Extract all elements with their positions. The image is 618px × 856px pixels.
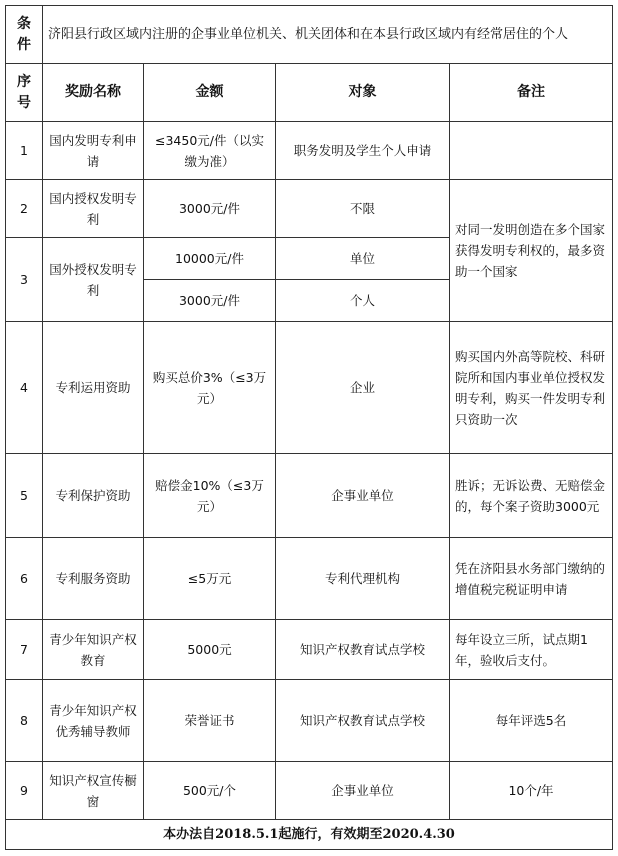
row-note: 胜诉；无诉讼费、无赔偿金的，每个案子资助3000元 <box>450 454 613 538</box>
effective-date-footer: 本办法自2018.5.1起施行，有效期至2020.4.30 <box>6 820 613 850</box>
row-name: 青少年知识产权教育 <box>43 620 144 680</box>
row-name: 知识产权宣传橱窗 <box>43 762 144 820</box>
row-no: 1 <box>6 122 43 180</box>
row-name: 专利服务资助 <box>43 538 144 620</box>
row-note: 每年评选5名 <box>450 680 613 762</box>
row-amount: 3000元/件 <box>144 280 276 322</box>
row-name: 国内授权发明专利 <box>43 180 144 238</box>
row-target: 企业 <box>276 322 450 454</box>
row-amount: 500元/个 <box>144 762 276 820</box>
condition-text: 济阳县行政区域内注册的企事业单位机关、机关团体和在本县行政区域内有经常居住的个人 <box>43 6 613 64</box>
row-note: 对同一发明创造在多个国家获得发明专利权的，最多资助一个国家 <box>450 180 613 322</box>
header-no: 序号 <box>6 64 43 122</box>
condition-label: 条件 <box>6 6 43 64</box>
header-amount: 金额 <box>144 64 276 122</box>
row-no: 6 <box>6 538 43 620</box>
row-name: 专利保护资助 <box>43 454 144 538</box>
header-target: 对象 <box>276 64 450 122</box>
row-amount: 5000元 <box>144 620 276 680</box>
row-note: 10个/年 <box>450 762 613 820</box>
row-target: 企事业单位 <box>276 762 450 820</box>
row-name: 青少年知识产权优秀辅导教师 <box>43 680 144 762</box>
row-no: 8 <box>6 680 43 762</box>
row-target: 知识产权教育试点学校 <box>276 620 450 680</box>
row-target: 不限 <box>276 180 450 238</box>
row-amount: 购买总价3%（≤3万元） <box>144 322 276 454</box>
header-row <box>6 64 613 122</box>
condition-row <box>6 6 613 64</box>
reward-table <box>5 5 613 850</box>
row-target: 职务发明及学生个人申请 <box>276 122 450 180</box>
table-row <box>6 322 613 454</box>
row-name: 国内发明专利申请 <box>43 122 144 180</box>
row-amount: 10000元/件 <box>144 238 276 280</box>
row-amount: 荣誉证书 <box>144 680 276 762</box>
row-name: 专利运用资助 <box>43 322 144 454</box>
row-note: 凭在济阳县水务部门缴纳的增值税完税证明申请 <box>450 538 613 620</box>
row-target: 个人 <box>276 280 450 322</box>
row-amount: ≤3450元/件（以实缴为准） <box>144 122 276 180</box>
row-target: 知识产权教育试点学校 <box>276 680 450 762</box>
row-name: 国外授权发明专利 <box>43 238 144 322</box>
table-row <box>6 122 613 180</box>
row-note: 每年设立三所，试点期1年，验收后支付。 <box>450 620 613 680</box>
table-row <box>6 538 613 620</box>
table-row <box>6 762 613 820</box>
row-note: 购买国内外高等院校、科研院所和国内事业单位授权发明专利，购买一件发明专利只资助一次 <box>450 322 613 454</box>
table-row <box>6 454 613 538</box>
row-note <box>450 122 613 180</box>
row-no: 4 <box>6 322 43 454</box>
table-row <box>6 680 613 762</box>
table-row <box>6 620 613 680</box>
row-no: 9 <box>6 762 43 820</box>
header-note: 备注 <box>450 64 613 122</box>
row-no: 5 <box>6 454 43 538</box>
row-target: 企事业单位 <box>276 454 450 538</box>
row-amount: 3000元/件 <box>144 180 276 238</box>
row-no: 3 <box>6 238 43 322</box>
row-amount: 赔偿金10%（≤3万元） <box>144 454 276 538</box>
row-no: 2 <box>6 180 43 238</box>
row-no: 7 <box>6 620 43 680</box>
row-target: 专利代理机构 <box>276 538 450 620</box>
row-target: 单位 <box>276 238 450 280</box>
footer-row <box>6 820 613 850</box>
row-amount: ≤5万元 <box>144 538 276 620</box>
table-row <box>6 180 613 238</box>
header-name: 奖励名称 <box>43 64 144 122</box>
